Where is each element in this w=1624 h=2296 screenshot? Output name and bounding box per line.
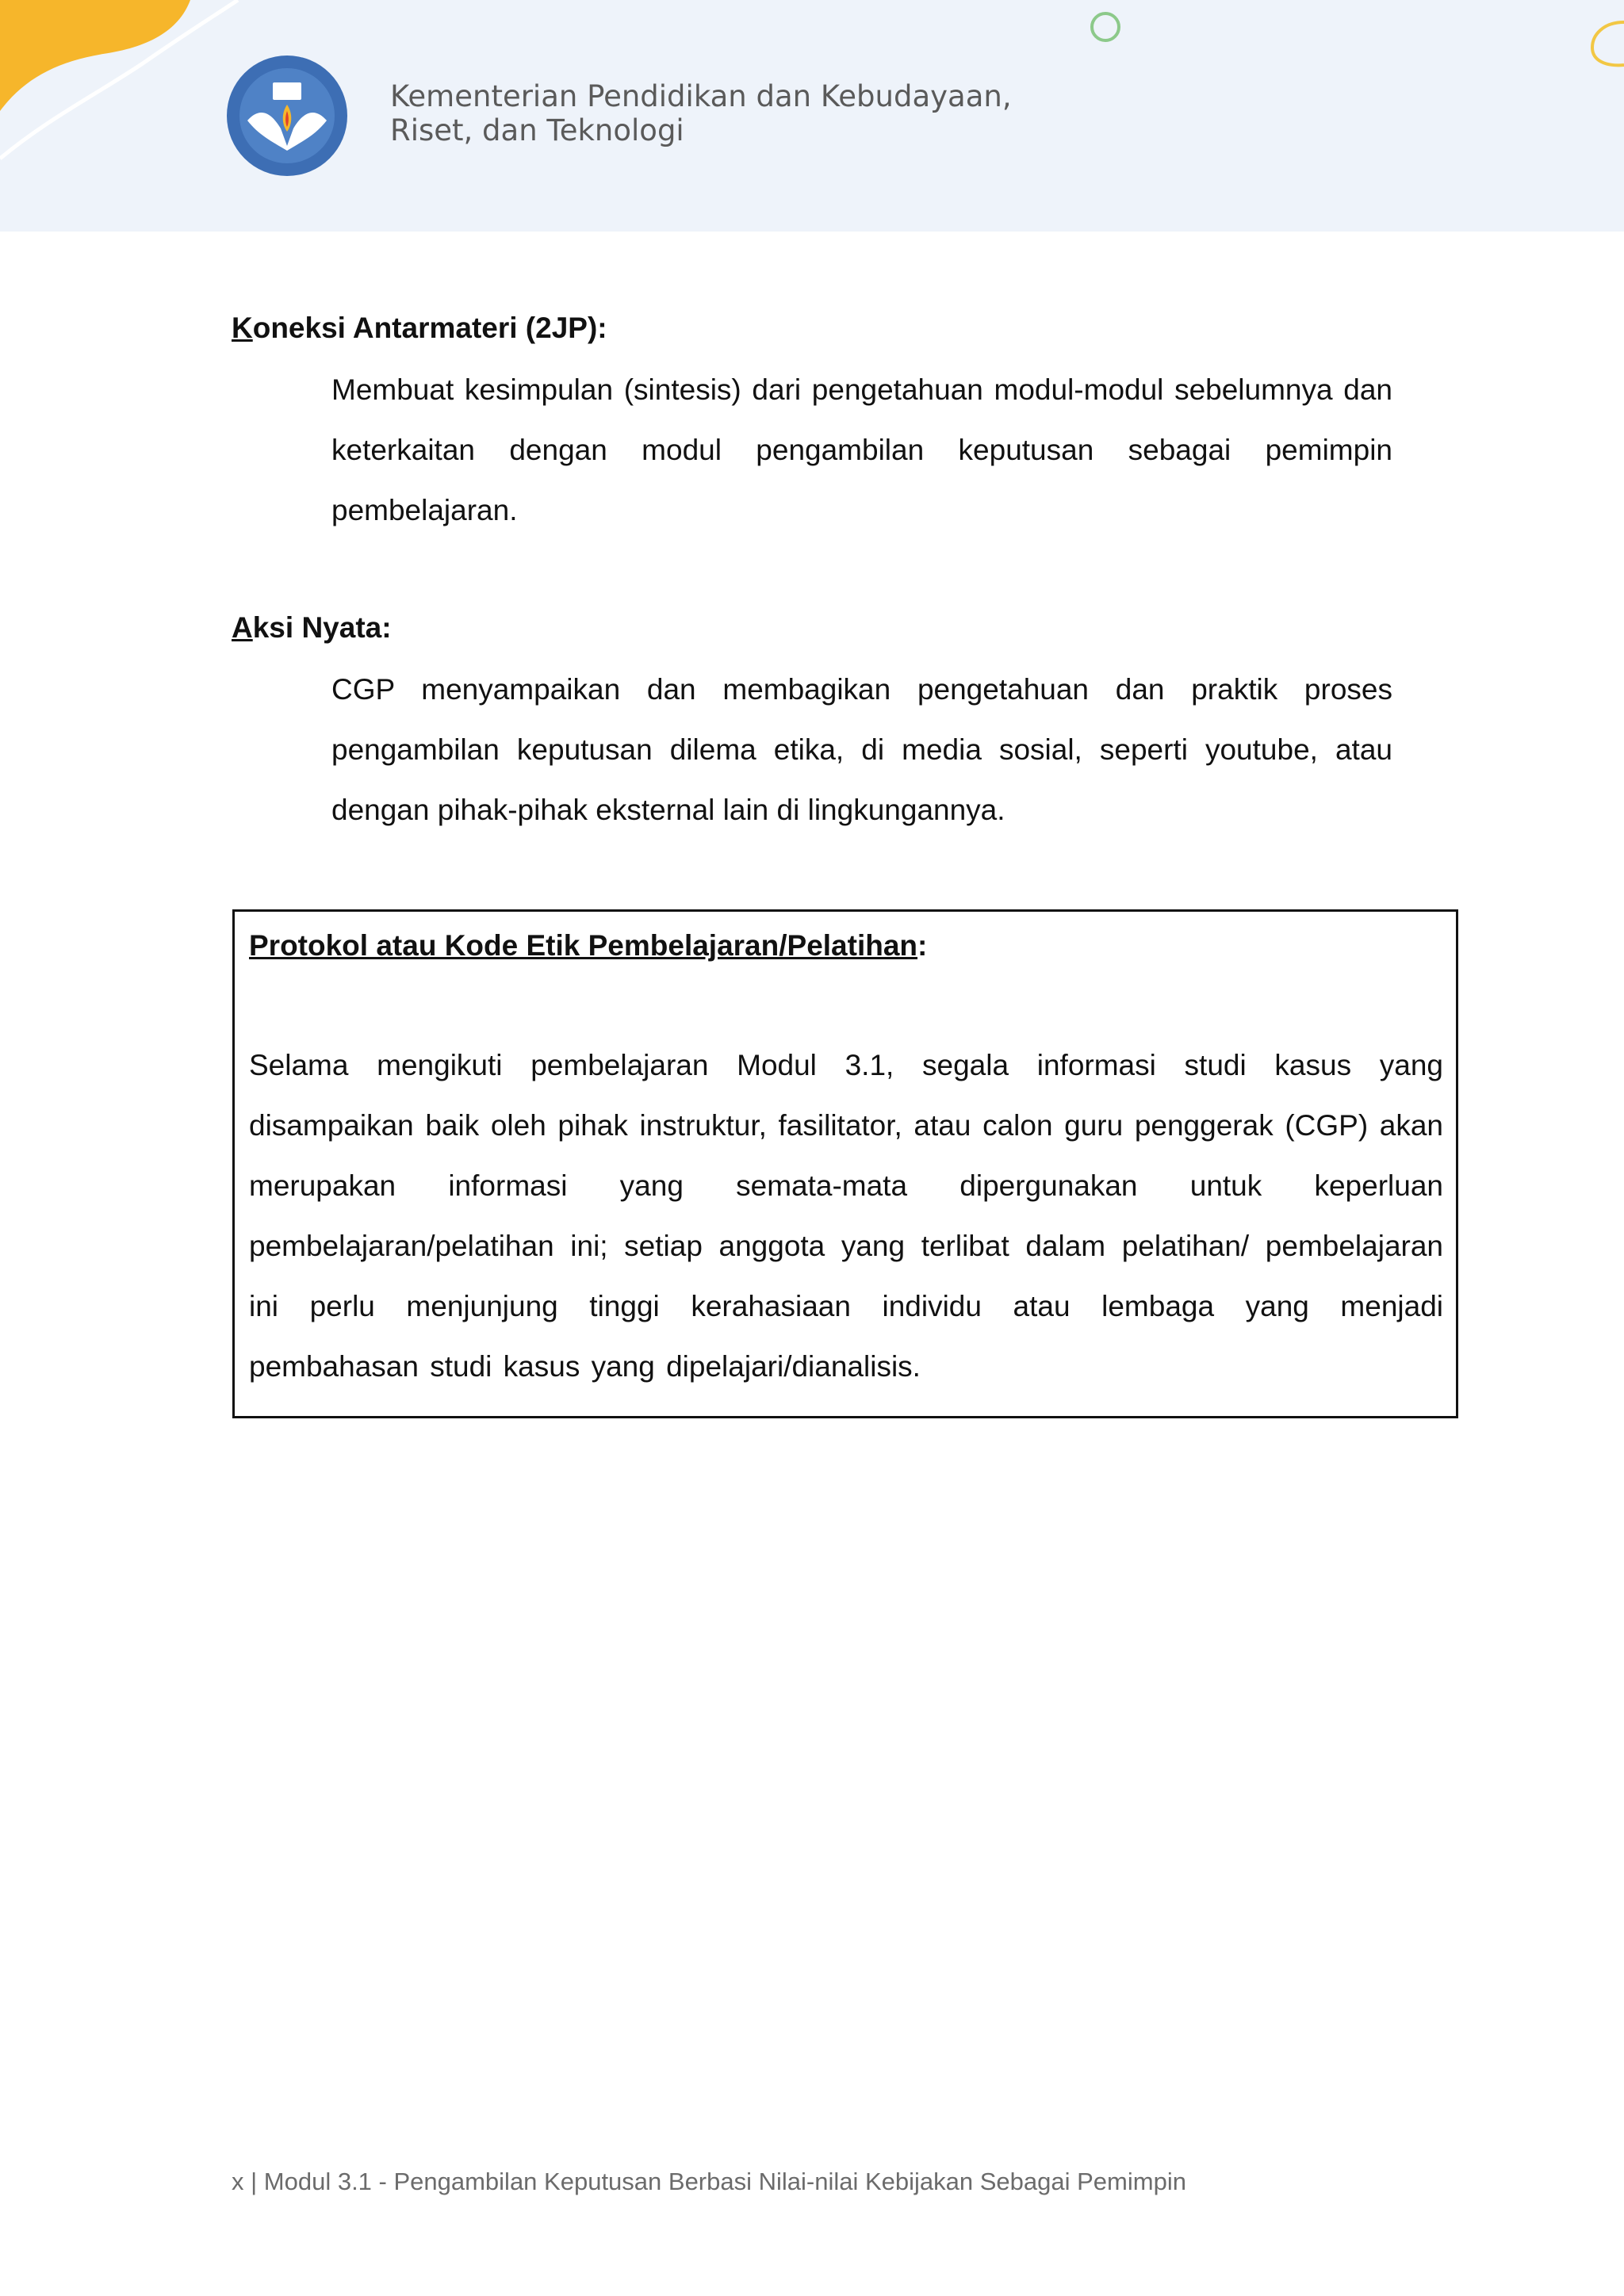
protocol-box xyxy=(232,909,1458,1418)
ministry-line-1: Kementerian Pendidikan dan Kebudayaan, xyxy=(390,79,1012,113)
section-title-initial: K xyxy=(232,312,253,344)
section-title-aksi-nyata xyxy=(232,611,392,645)
tut-wuri-handayani-logo xyxy=(224,52,350,179)
page-footer: x | Modul 3.1 - Pengambilan Keputusan Berbasi Nilai-nilai Kebijakan Sebagai Pemimpin xyxy=(232,2168,1186,2195)
section-title-rest: oneksi Antarmateri (2JP): xyxy=(252,312,607,344)
protocol-text: Selama mengikuti pembelajaran Modul 3.1, segala informasi studi kasus yang disampaikan baik oleh pihak instruktur, fasilitator, atau calon guru penggerak (CGP) akan merupakan informasi yang semata-mata dipergunakan untuk keperluan pembelajaran/pelatihan ini; setiap anggota yang terlibat dalam pelatihan/ pembelajaran ini perlu menjunjung tinggi kerahasiaan individu atau lembaga yang menjadi pembahasan studi kasus yang dipelajari/dianalisis. xyxy=(249,1049,1443,1383)
section-title-koneksi-antarmateri xyxy=(232,312,607,345)
ministry-line-2: Riset, dan Teknologi xyxy=(390,113,684,147)
section-text-koneksi-antarmateri: Membuat kesimpulan (sintesis) dari pengetahuan modul-modul sebelumnya dan keterkaitan dengan modul pengambilan keputusan sebagai pemimpin pembelajaran. xyxy=(331,373,1392,526)
section-title-initial: A xyxy=(232,611,253,644)
section-text-aksi-nyata: CGP menyampaikan dan membagikan pengetahuan dan praktik proses pengambilan keputusan dilema etika, di media sosial, seperti youtube, atau dengan pihak-pihak eksternal lain di lingkungannya. xyxy=(331,673,1392,826)
protocol-title-suffix: : xyxy=(917,929,928,962)
protocol-title-text: Protokol atau Kode Etik Pembelajaran/Pelatihan xyxy=(249,929,918,962)
section-title-rest: ksi Nyata: xyxy=(252,611,392,644)
protocol-title xyxy=(249,929,927,962)
ministry-name xyxy=(390,79,1012,147)
page-header xyxy=(0,0,1624,232)
